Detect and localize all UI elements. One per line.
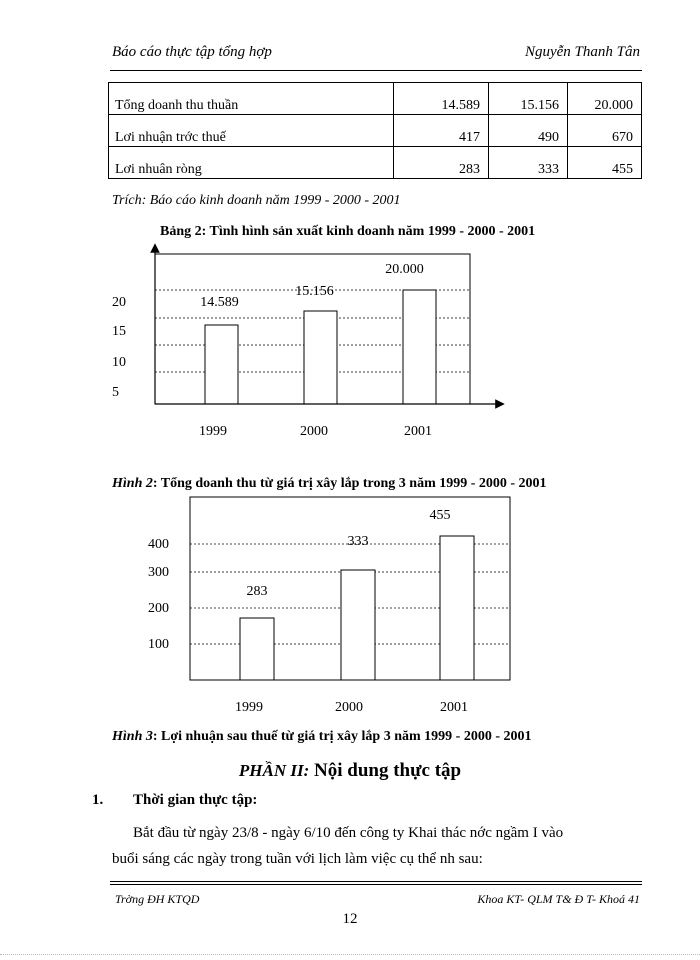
y-tick-label: 5	[112, 385, 119, 400]
figure2-prefix: Hình 2	[112, 476, 153, 491]
x-tick-label: 2001	[404, 424, 432, 439]
footer-rule-2	[110, 884, 642, 885]
row-label: Tổng doanh thu thuần	[109, 83, 394, 115]
cell-1999: 417	[394, 115, 489, 147]
bar	[341, 570, 375, 680]
footer-rule	[110, 881, 642, 882]
x-tick-label: 1999	[235, 700, 263, 715]
part-prefix: PHẦN II:	[238, 761, 310, 780]
section-title: Thời gian thực tập:	[133, 792, 258, 808]
paragraph-line-2: buổi sáng các ngày trong tuần với lịch làm việc cụ thể nh sau:	[112, 851, 483, 867]
data-label: 14.589	[200, 295, 239, 310]
y-tick-label: 300	[148, 565, 169, 580]
row-label: Lơi nhuân ròng	[109, 147, 394, 179]
y-tick-label: 100	[148, 637, 169, 652]
cell-2001: 20.000	[568, 83, 642, 115]
y-tick-label: 15	[112, 324, 126, 339]
table-caption: Bảng 2: Tình hình sản xuất kinh doanh năm 1999 - 2000 - 2001	[160, 224, 536, 239]
footer-left: Trờng ĐH KTQD	[115, 892, 200, 906]
figure3-text: : Lợi nhuận sau thuế từ giá trị xây lắp 3 năm 1999 - 2000 - 2001	[152, 729, 532, 744]
data-label: 333	[347, 534, 369, 549]
bar	[440, 536, 474, 680]
cell-2001: 455	[568, 147, 642, 179]
header-left: Báo cáo thực tập tổng hợp	[112, 44, 272, 60]
paragraph-line-1: Bắt đầu từ ngày 23/8 - ngày 6/10 đến công ty Khai thác nớc ngầm I vào	[133, 825, 564, 841]
footer-right: Khoa KT- QLM T& Đ T- Khoá 41	[477, 892, 640, 906]
row-label: Lơi nhuận trớc thuế	[109, 115, 394, 147]
data-label: 283	[246, 584, 268, 599]
x-tick-label: 2001	[440, 700, 468, 715]
x-tick-label: 2000	[300, 424, 328, 439]
cell-2000: 490	[489, 115, 568, 147]
bar	[240, 618, 274, 680]
page-bottom-dotted-line	[0, 954, 700, 955]
y-tick-label: 20	[112, 295, 126, 310]
figure2-text: : Tổng doanh thu từ giá trị xây lắp trong 3 năm 1999 - 2000 - 2001	[152, 476, 547, 491]
source-note: Trích: Báo cáo kinh doanh năm 1999 - 2000 - 2001	[112, 193, 401, 208]
y-tick-label: 200	[148, 601, 169, 616]
x-tick-label: 2000	[335, 700, 363, 715]
figure3-prefix: Hình 3	[112, 729, 153, 744]
section-number: 1.	[92, 792, 104, 808]
x-tick-label: 1999	[199, 424, 227, 439]
page-number: 12	[342, 911, 358, 927]
cell-2000: 15.156	[489, 83, 568, 115]
header-right: Nguyễn Thanh Tân	[524, 44, 640, 60]
cell-1999: 14.589	[394, 83, 489, 115]
cell-1999: 283	[394, 147, 489, 179]
part-heading: Nội dung thực tập	[309, 760, 462, 781]
cell-2000: 333	[489, 147, 568, 179]
data-label: 15.156	[295, 284, 334, 299]
data-label: 20.000	[385, 262, 424, 277]
part-title	[0, 760, 700, 782]
y-tick-label: 400	[148, 537, 169, 552]
cell-2001: 670	[568, 115, 642, 147]
data-label: 455	[429, 508, 451, 523]
y-tick-label: 10	[112, 355, 126, 370]
figure3-caption	[112, 729, 532, 745]
